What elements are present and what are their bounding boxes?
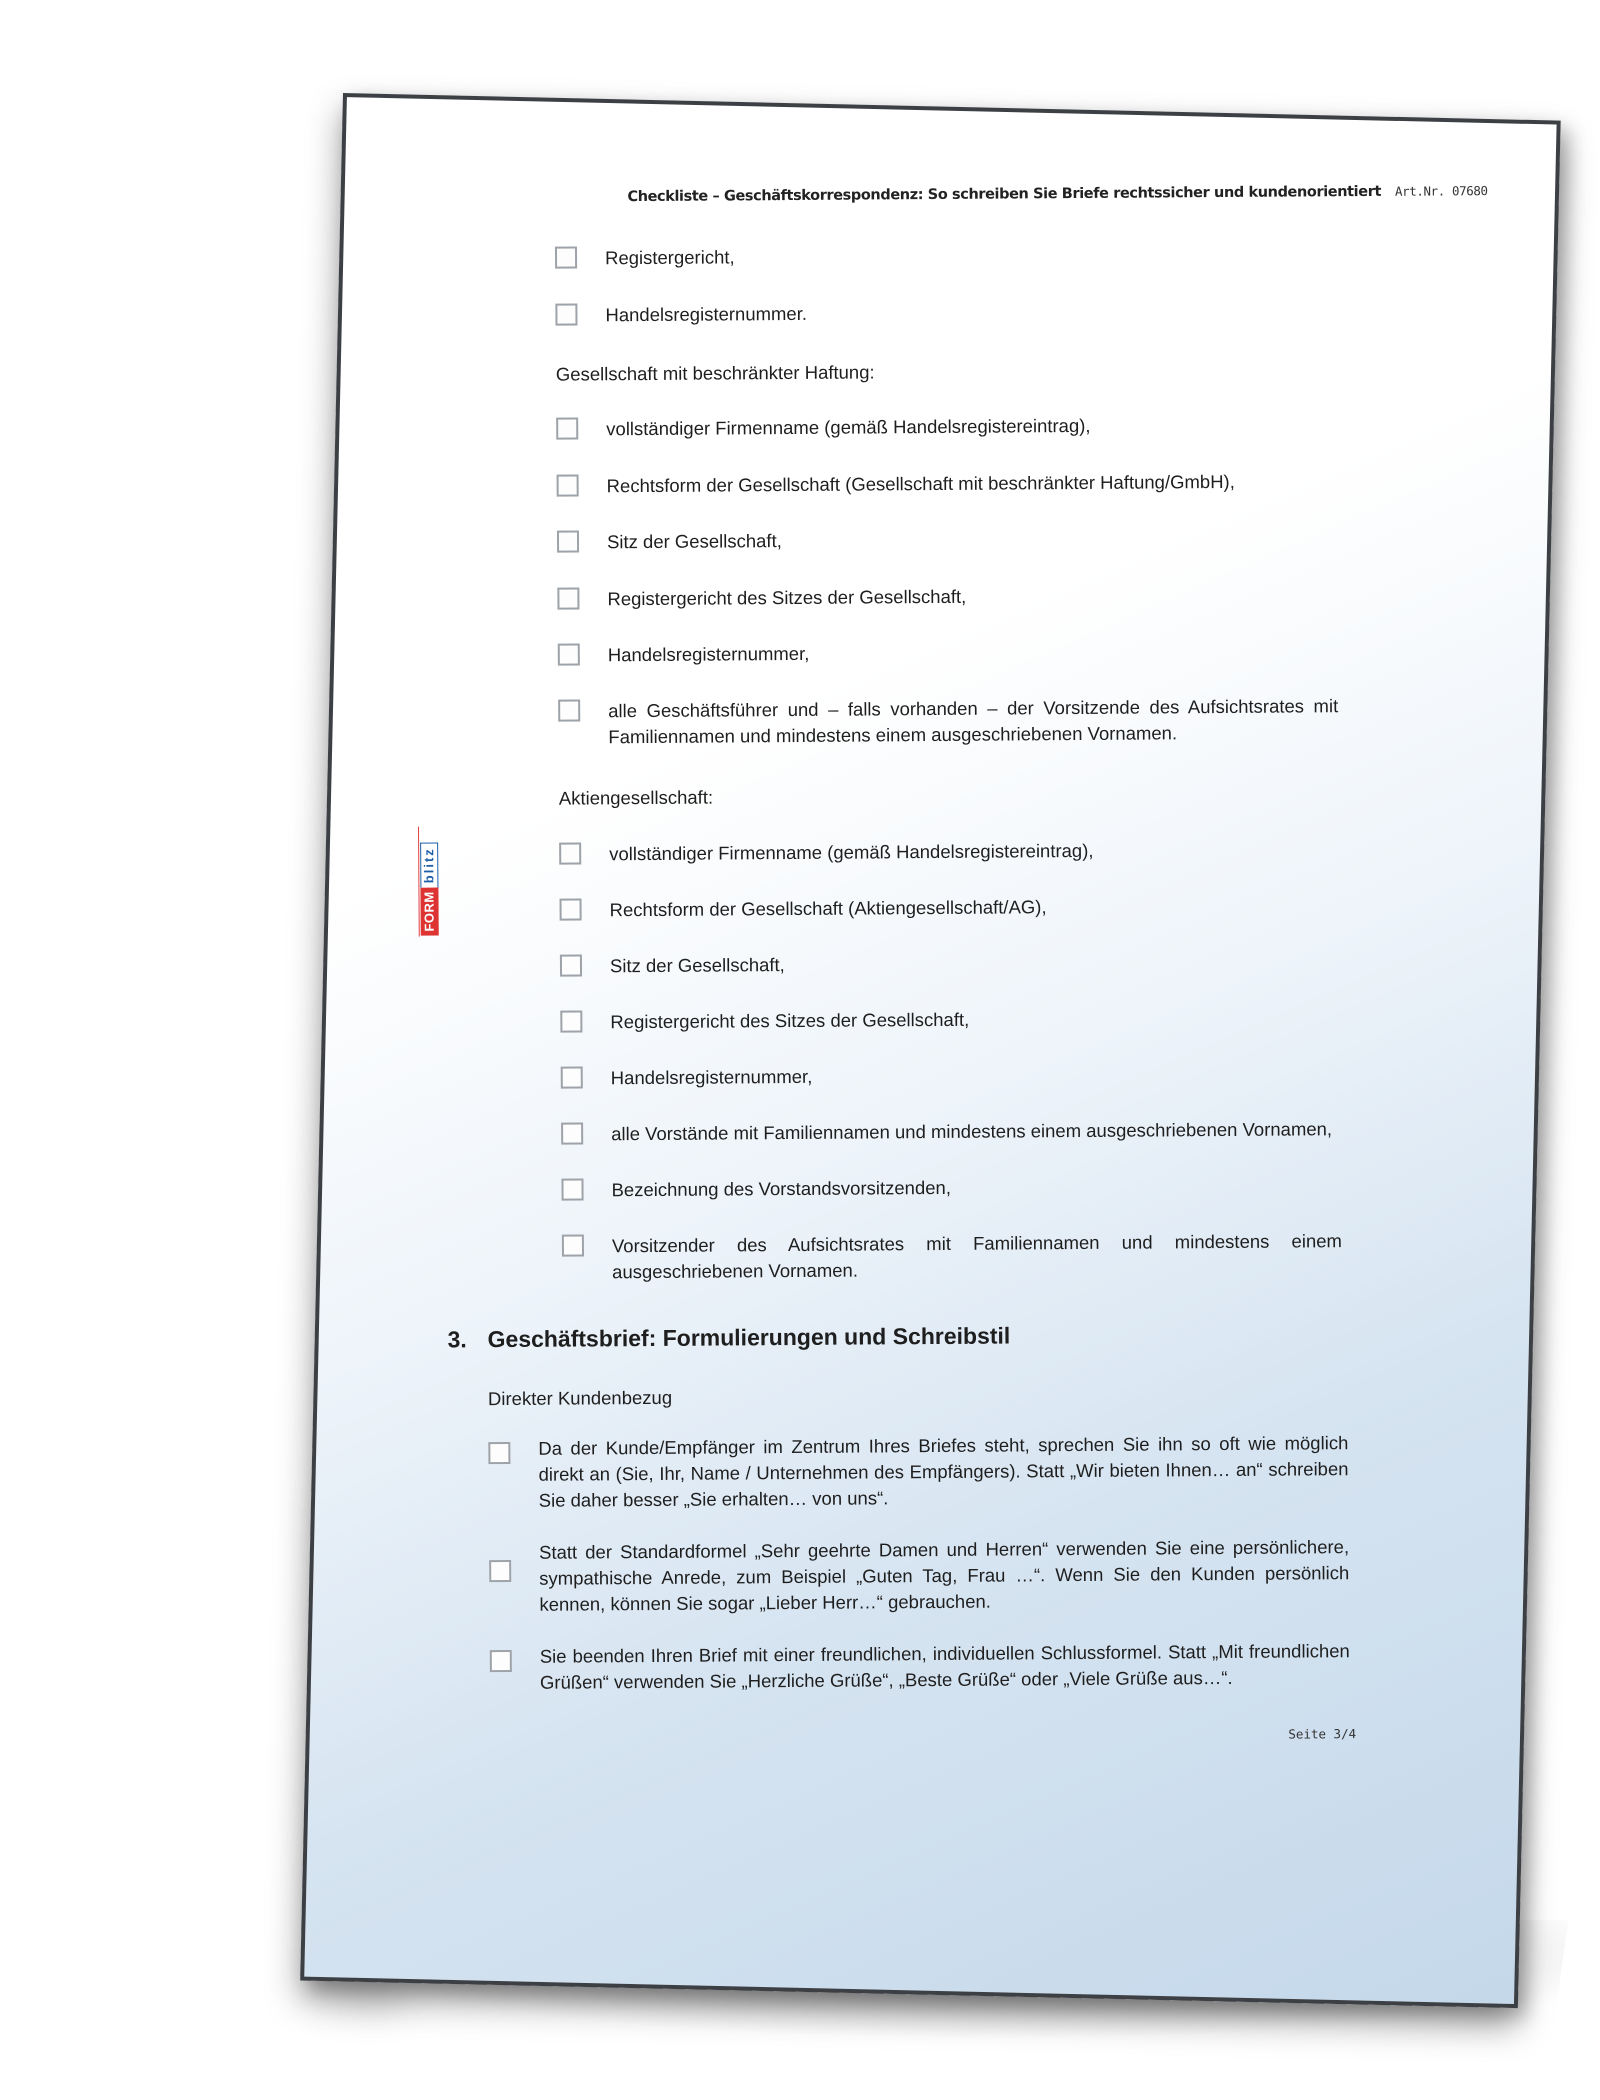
section-number: 3. — [447, 1326, 467, 1353]
header-title: Checkliste – Geschäftskorrespondenz: So schreiben Sie Briefe rechtssicher und kundenorientiert — [627, 183, 1382, 206]
checklist-item-text: Sitz der Gesellschaft, — [606, 530, 782, 553]
checklist-item-text: Registergericht des Sitzes der Gesellschaft, — [607, 585, 967, 610]
checkbox[interactable] — [562, 1234, 584, 1256]
checkbox[interactable] — [559, 842, 581, 864]
checklist-item-text: Rechtsform der Gesellschaft (Aktiengesellschaft/AG), — [609, 896, 1047, 921]
checkbox[interactable] — [558, 699, 580, 721]
checkbox[interactable] — [555, 246, 577, 268]
checklist-item — [557, 581, 1337, 612]
checklist-item — [555, 240, 1315, 271]
section-subheading: Direkter Kundenbezug — [487, 1386, 673, 1410]
checkbox[interactable] — [561, 1066, 583, 1088]
checklist-item — [560, 892, 1340, 923]
logo-blitz-text: blitz — [420, 842, 438, 887]
section-title: Geschäftsbrief: Formulierungen und Schreibstil — [487, 1322, 1011, 1353]
checklist-item-text: Handelsregisternummer. — [605, 302, 808, 326]
checkbox[interactable] — [561, 1122, 583, 1144]
checkbox[interactable] — [557, 474, 579, 496]
checkbox[interactable] — [490, 1650, 512, 1672]
checklist-item-text: Statt der Standardformel „Sehr geehrte Damen und Herren“ verwenden Sie eine persönlichere, sympathische Anrede, zum Beispiel „Guten Tag, Frau …“. Wenn Sie den Kunden persönlich kennen, können Sie sogar „Lieber Herr…“ gebrauchen. — [538, 1536, 1350, 1615]
checkbox[interactable] — [560, 1010, 582, 1032]
ag-heading: Aktiengesellschaft: — [558, 786, 714, 809]
checklist-item-text: Sitz der Gesellschaft, — [609, 954, 785, 977]
formblitz-logo — [418, 826, 438, 936]
checklist-item-text: Da der Kunde/Empfänger im Zentrum Ihres Briefes steht, sprechen Sie ihn so oft wie möglich direkt an (Sie, Ihr, Name / Unternehmen des Empfängers). Statt „Wir bieten Ihnen… an“ schreiben Sie daher besser „Sie erhalten… von uns“. — [538, 1432, 1349, 1511]
checklist-item-text: Handelsregisternummer, — [607, 642, 810, 666]
checklist-item — [561, 1060, 1341, 1091]
checklist-item — [558, 693, 1338, 750]
checklist-item-text: alle Geschäftsführer und – falls vorhanden – der Vorsitzende des Aufsichtsrates mit Familiennamen und mindestens einem ausgeschriebenen Vornamen. — [608, 695, 1339, 748]
checklist-item — [489, 1534, 1350, 1618]
document-page — [300, 93, 1561, 2008]
checklist-item-text: vollständiger Firmenname (gemäß Handelsregistereintrag), — [609, 839, 1094, 865]
checklist-item-text: Rechtsform der Gesellschaft (Gesellschaft mit beschränkter Haftung/GmbH), — [606, 470, 1235, 497]
logo-form-text: FORM — [420, 887, 438, 935]
checklist-item-text: alle Vorstände mit Familiennamen und mindestens einem ausgeschriebenen Vornamen, — [611, 1118, 1333, 1145]
checkbox[interactable] — [557, 587, 579, 609]
checklist-item — [560, 1004, 1340, 1035]
gmbh-heading: Gesellschaft mit beschränkter Haftung: — [555, 361, 875, 385]
checklist-item — [557, 468, 1337, 499]
checklist-item — [562, 1228, 1342, 1285]
checklist-item — [488, 1430, 1349, 1514]
checklist-item-text: Sie beenden Ihren Brief mit einer freundlichen, individuellen Schlussformel. Statt „Mit freundlichen Grüßen“ verwenden Sie „Herzliche Grüße“, „Beste Grüße“ oder „Viele Grüße aus…“. — [539, 1640, 1350, 1693]
checklist-item — [561, 1116, 1341, 1147]
checklist-item-text: Registergericht des Sitzes der Gesellschaft, — [610, 1008, 970, 1033]
checkbox[interactable] — [556, 417, 578, 439]
checkbox[interactable] — [489, 1560, 511, 1582]
page-number: Seite 3/4 — [1288, 1726, 1357, 1742]
checklist-item — [557, 524, 1337, 555]
checklist-item — [560, 948, 1340, 979]
checkbox[interactable] — [488, 1442, 510, 1464]
checklist-item — [555, 297, 1315, 328]
page-header — [627, 183, 1487, 205]
checklist-item-text: Bezeichnung des Vorstandsvorsitzenden, — [611, 1176, 951, 1201]
article-number: Art.Nr. 07680 — [1394, 183, 1488, 199]
page-content — [347, 89, 1570, 1977]
checklist-item — [556, 411, 1336, 442]
checklist-item — [490, 1638, 1350, 1696]
checklist-item-text: Handelsregisternummer, — [610, 1065, 813, 1089]
checkbox[interactable] — [557, 530, 579, 552]
checkbox[interactable] — [561, 1178, 583, 1200]
checkbox[interactable] — [560, 954, 582, 976]
checklist-item — [558, 637, 1338, 668]
checklist-item-text: vollständiger Firmenname (gemäß Handelsregistereintrag), — [606, 414, 1091, 440]
checkbox[interactable] — [558, 643, 580, 665]
checkbox[interactable] — [560, 898, 582, 920]
checklist-item — [561, 1172, 1341, 1203]
checklist-item-text: Vorsitzender des Aufsichtsrates mit Familiennamen und mindestens einem ausgeschriebenen Vornamen. — [611, 1230, 1342, 1283]
checklist-item-text: Registergericht, — [604, 246, 735, 269]
checkbox[interactable] — [555, 303, 577, 325]
checklist-item — [559, 836, 1339, 867]
